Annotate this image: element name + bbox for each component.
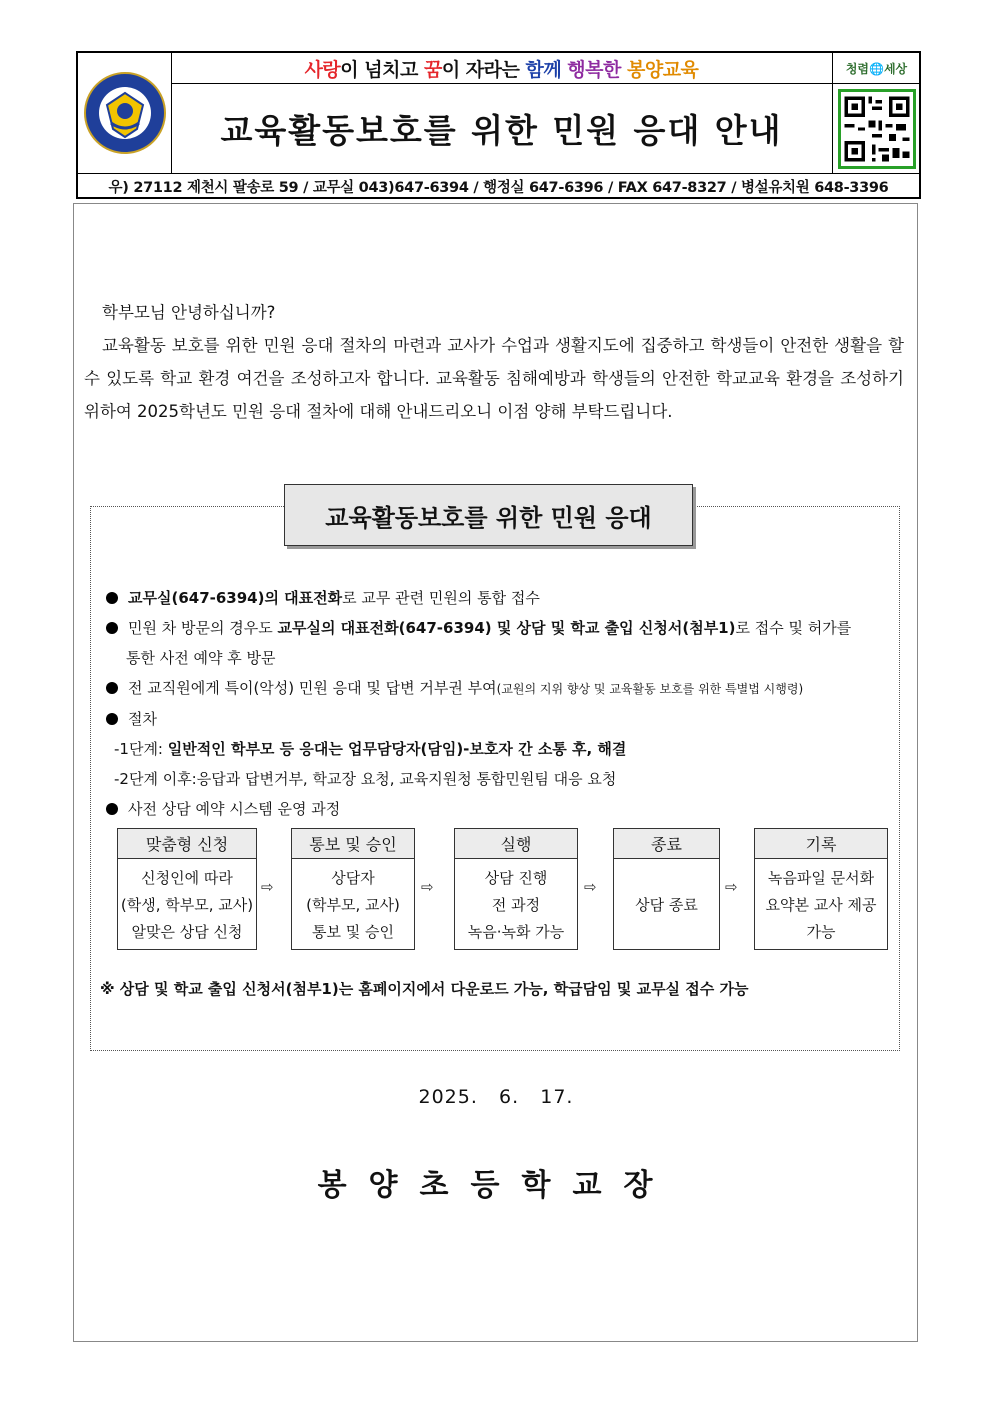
school-address: 우) 27112 제천시 팔송로 59 / 교무실 043)647-6394 / 행정실 647-6396 / FAX 647-8327 / 병설유치원 648-3396 [78, 173, 919, 198]
flow-step-apply: 맞춤형 신청 신청인에 따라 (학생, 학부모, 교사) 알맞은 상담 신청 [117, 828, 257, 950]
principal-signature: 봉양초등학교장 [317, 1168, 675, 1203]
bullet-item: 사전 상담 예약 시스템 운영 과정 [106, 794, 896, 824]
bullet-dot [106, 803, 118, 815]
bullet-continuation: 통한 사전 예약 후 방문 [126, 649, 276, 667]
footnote: ※ 상담 및 학교 출입 신청서(첨부1)는 홈페이지에서 다운로드 가능, 학급담임 및 교무실 접수 가능 [100, 980, 749, 998]
right-arrow-icon: ⇨ [261, 878, 274, 896]
slogan-part: 사랑 [304, 58, 341, 81]
flow-step-end: 종료 상담 종료 [613, 828, 720, 950]
document-title: 교육활동보호를 위한 민원 응대 안내 [220, 110, 783, 150]
bullet-dot [106, 592, 118, 604]
intro-body: 교육활동 보호를 위한 민원 응대 절차의 마련과 교사가 수업과 생활지도에 집중하고 학생들이 안전한 생활을 할 수 있도록 학교 환경 여건을 조성하고자 합니다. 교육활동 침해예방과 학생들의 안전한 학교교육 환경을 조성하기 위하여 2025학년도 민원 응대 절차에 대해 안내드리오니 이점 양해 부탁드립니다. [84, 336, 904, 421]
slogan-part: 행복한 [567, 58, 627, 81]
bullet-dot [106, 682, 118, 694]
bullet-item: 전 교직원에게 특이(악성) 민원 응대 및 답변 거부권 부여(교원의 지위 향상 및 교육활동 보호를 위한 특별법 시행령) [106, 673, 896, 704]
reservation-flow [117, 828, 888, 950]
slogan-part: 이 자라는 [441, 58, 526, 81]
school-logo [78, 53, 172, 173]
letterhead [76, 51, 921, 199]
school-emblem-icon [83, 71, 167, 155]
slogan-part: 봉양교육 [626, 58, 699, 81]
school-slogan [171, 53, 832, 84]
clean-world-label: 청렴🌐세상 [833, 53, 920, 84]
right-arrow-icon: ⇨ [421, 878, 434, 896]
flow-step-record: 기록 녹음파일 문서화 요약본 교사 제공 가능 [754, 828, 888, 950]
section-title: 교육활동보호를 위한 민원 응대 [284, 484, 693, 546]
step-1: -1단계: 일반적인 학부모 등 응대는 업무담당자(담임)-보호자 간 소통 후, 해결 [114, 740, 627, 758]
document-date: 2025. 6. 17. [418, 1086, 574, 1108]
intro-text [84, 296, 904, 428]
bullet-list [106, 583, 896, 824]
header-right-column [832, 53, 920, 173]
bullet-dot [106, 622, 118, 634]
bullet-item: 교무실(647-6394)의 대표전화로 교무 관련 민원의 통합 접수 [106, 583, 896, 613]
right-arrow-icon: ⇨ [725, 878, 738, 896]
bullet-item: 절차 [106, 704, 896, 734]
bullet-item: 민원 차 방문의 경우도 교무실의 대표전화(647-6394) 및 상담 및 학교 출입 신청서(첨부1)로 접수 및 허가를 [106, 613, 896, 643]
flow-step-notify: 통보 및 승인 상담자 (학부모, 교사) 통보 및 승인 [291, 828, 415, 950]
slogan-part: 이 넘치고 [340, 58, 424, 81]
bullet-dot [106, 713, 118, 725]
slogan-part: 함께 [525, 58, 568, 81]
slogan-part: 꿈 [423, 58, 442, 81]
greeting: 학부모님 안녕하십니까? [102, 303, 276, 322]
flow-step-execute: 실행 상담 진행 전 과정 녹음·녹화 가능 [454, 828, 578, 950]
step-2: -2단계 이후:응답과 답변거부, 학교장 요청, 교육지원청 통합민원팀 대응 요청 [114, 770, 617, 788]
right-arrow-icon: ⇨ [584, 878, 597, 896]
qr-code-icon[interactable] [838, 89, 916, 169]
